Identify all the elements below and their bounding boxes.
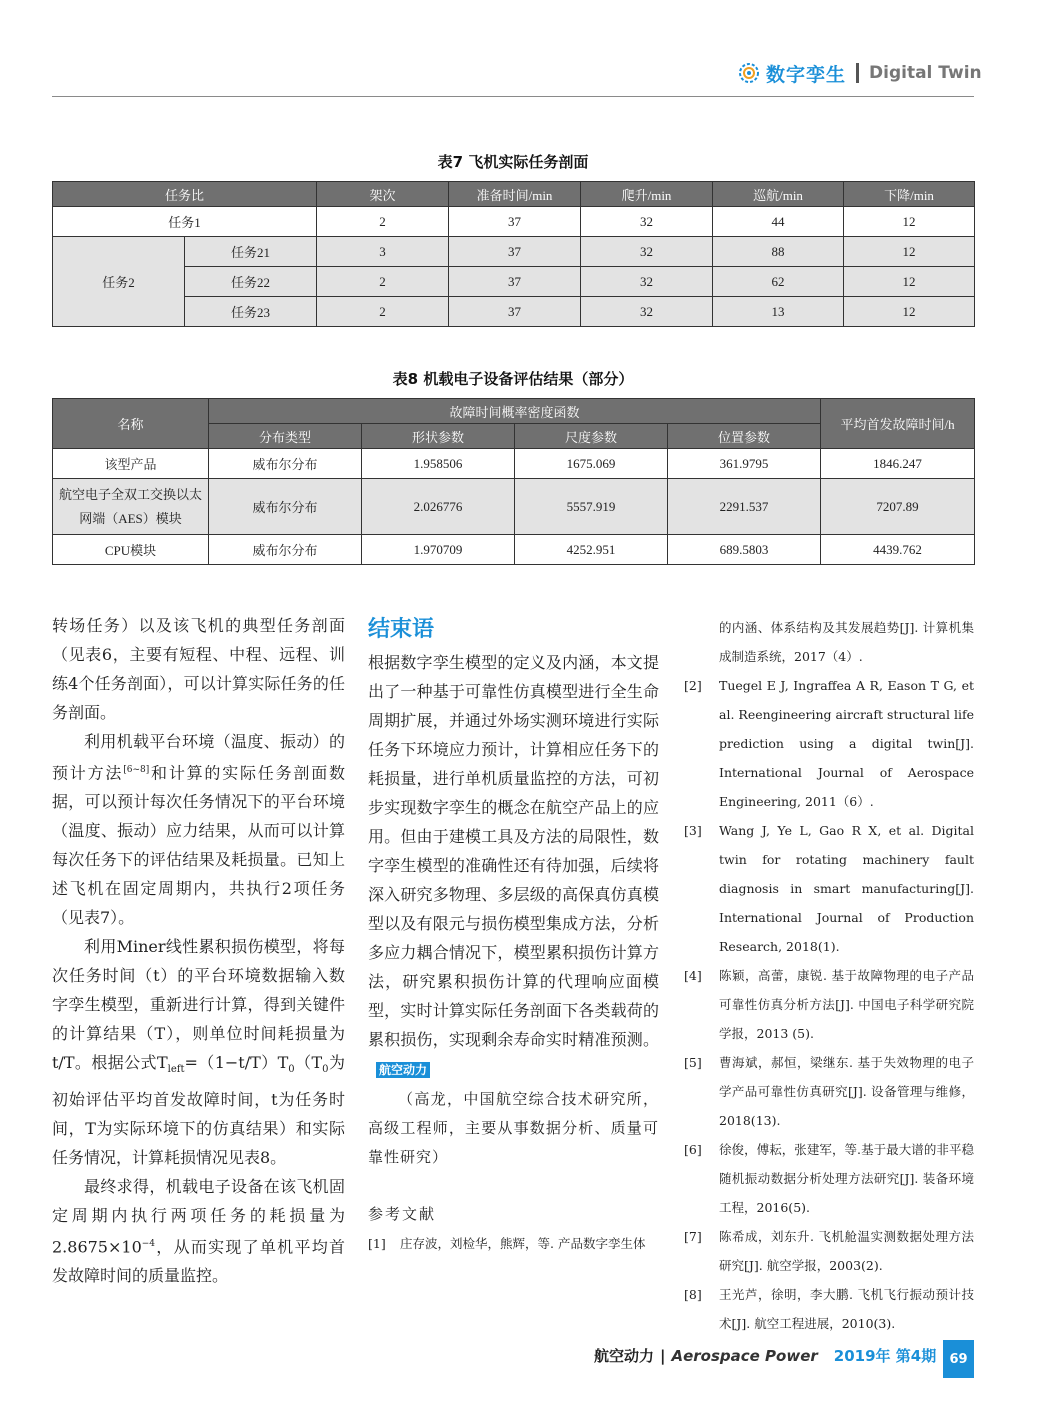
table-cell: 12 [844,297,975,327]
table-row [53,535,975,565]
digital-twin-logo-icon [738,62,760,84]
table8-header: 名称 [53,399,209,449]
table-cell [53,479,209,535]
paragraph: 转场任务）以及该飞机的典型任务剖面（见表6，主要有短程、中程、远程、训练4个任务剖面），可以计算实际任务的任务剖面。 [52,616,345,722]
page-number: 69 [943,1340,974,1378]
header-divider [856,63,859,83]
table-cell: 1675.069 [515,449,668,479]
table8-subheader: 位置参数 [668,424,821,449]
paragraph: 利用Miner线性累积损伤模型，将每次任务时间（t）的平台环境数据输入数字孪生模型，重新进行计算，得到关键件的计算结果（T），则单位时间耗损量为t/T。根据公式$T_{left}=(1-t/T)T_0(T_0$为初始评估平均首发故障时间，t为任务时间，T为实际环境下的仿真结果）和实际任务情况，计算耗损情况见表8。 [52,937,345,1167]
footer-journal-cn: 航空动力 [594,1347,655,1365]
table-cell: 361.9795 [668,449,821,479]
reference-item: [3] Wang J, Ye L, Gao R X, et al. Digital twin for rotating machinery fault diagnosis in smart manufacturing[J]. International Journal of Production Research, 2018(1). [684,823,974,954]
table-row [53,479,975,535]
table-cell: 1.958506 [362,449,515,479]
body-column-2 [368,614,659,1258]
table-cell: 1.970709 [362,535,515,565]
table8-header-row [53,399,975,424]
table-cell: 12 [844,267,975,297]
table-cell: 该型产品 [53,449,209,479]
table-cell: 任务23 [185,297,317,327]
table-cell: 任务1 [53,207,317,237]
table-cell: 689.5803 [668,535,821,565]
table7-header: 准备时间/min [449,182,581,207]
table7 [52,181,975,327]
table-cell: 88 [713,237,844,267]
table8-subheader: 分布类型 [209,424,362,449]
reference-item: [7] 陈希成，刘东升. 飞机舱温实测数据处理方法研究[J]. 航空学报，2003(2). [684,1229,974,1273]
table-cell: 37 [449,297,581,327]
table-cell: CPU模块 [53,535,209,565]
table-row [53,237,975,267]
table8-subheader: 尺度参数 [515,424,668,449]
table7-header: 下降/min [844,182,975,207]
paragraph: 利用机载平台环境（温度、振动）的预计方法[6~8]和计算的实际任务剖面数据，可以预计每次任务情况下的平台环境（温度、振动）应力结果，从而可以计算每次任务下的评估结果及耗损量。已知上述飞机在固定周期内，共执行2项任务（见表7）。 [52,732,345,928]
table-cell-line: 航空电子全双工交换以太 [58,486,202,502]
table-cell: 32 [581,267,713,297]
table7-header: 巡航/min [713,182,844,207]
table-cell: 2291.537 [668,479,821,535]
table-cell: 12 [844,237,975,267]
table7-caption: 表7 飞机实际任务剖面 [437,153,589,171]
table-cell: 4252.951 [515,535,668,565]
reference-item: [5] 曹海斌，郝恒，梁继东. 基于失效物理的电子学产品可靠性仿真研究[J]. 设备管理与维修，2018(13). [684,1055,974,1128]
table-cell: 37 [449,207,581,237]
table-cell: 2 [317,297,449,327]
table-cell: 37 [449,267,581,297]
author-note: （高龙，中国航空综合技术研究所，高级工程师，主要从事数据分析、质量可靠性研究） [368,1090,659,1166]
paragraph: 根据数字孪生模型的定义及内涵，本文提出了一种基于可靠性仿真模型进行全生命周期扩展，并通过外场实测环境进行实际任务下环境应力预计，计算相应任务下的耗损量，进行单机质量监控的方法，可初步实现数字孪生的概念在航空产品上的应用。但由于建模工具及方法的局限性，数字孪生模型的准确性还有待加强，后续将深入研究多物理、多层级的高保真仿真模型以及有限元与损伤模型集成方法，分析多应力耦合情况下，模型累积损伤计算方法，研究累积损伤计算的代理响应面模型，实时计算实际任务剖面下各类载荷的累积损伤，实现剩余寿命实时精准预测。航空动力 [368,653,659,1077]
table-cell: 威布尔分布 [209,479,362,535]
reference-item: [1] 庄存波，刘检华，熊辉，等. 产品数字孪生体 [368,1236,646,1251]
table7-header: 爬升/min [581,182,713,207]
table-cell-line: 网端（AES）模块 [79,510,182,526]
table7-header: 架次 [317,182,449,207]
table-cell: 13 [713,297,844,327]
table-cell: 7207.89 [821,479,975,535]
header-title-en: Digital Twin [869,63,982,83]
table-cell: 威布尔分布 [209,449,362,479]
table-cell: 44 [713,207,844,237]
table8-caption: 表8 机载电子设备评估结果（部分） [392,370,634,388]
running-header [738,60,982,86]
table-cell: 2 [317,207,449,237]
table8-subheader: 形状参数 [362,424,515,449]
table-cell: 32 [581,297,713,327]
table-cell: 32 [581,207,713,237]
reference-item: [4] 陈颖，高蕾，康锐. 基于故障物理的电子产品可靠性仿真分析方法[J]. 中国电子科学研究院学报，2013 (5). [684,968,974,1041]
table-cell: 任务21 [185,237,317,267]
table-row [53,207,975,237]
table-cell: 37 [449,237,581,267]
header-title-cn: 数字孪生 [766,63,847,86]
table-row [53,267,975,297]
table8 [52,398,975,565]
table-cell: 威布尔分布 [209,535,362,565]
table-row [53,297,975,327]
table-group-cell: 任务2 [53,237,185,327]
footer-journal-en: Aerospace Power [671,1346,818,1365]
reference-item: [8] 王光芦，徐明，李大鹏. 飞机飞行振动预计技术[J]. 航空工程进展，2010(3). [684,1287,974,1331]
table8-header: 平均首发故障时间/h [821,399,975,449]
section-heading: 结束语 [368,617,435,642]
footer-issue: 2019年 第4期 [833,1347,937,1365]
body-column-3 [684,613,974,1338]
reference-item: [2] Tuegel E J, Ingraffea A R, Eason T G, et al. Reengineering aircraft structural life prediction using a digital twin[J]. International Journal of Aerospace Engineering, 2011（6）. [684,678,974,809]
reference-item: [6] 徐俊，傅耘，张建军，等.基于最大谱的非平稳随机振动数据分析处理方法研究[J]. 装备环境工程，2016(5). [684,1142,974,1215]
table-cell: 2 [317,267,449,297]
table-row [53,449,975,479]
table7-header-row [53,182,975,207]
table-cell: 5557.919 [515,479,668,535]
table7-header: 任务比 [53,182,317,207]
reference-item: 的内涵、体系结构及其发展趋势[J]. 计算机集成制造系统，2017（4）. [719,620,974,664]
table-cell: 32 [581,237,713,267]
table-cell: 62 [713,267,844,297]
table-cell: 任务22 [185,267,317,297]
table-cell: 12 [844,207,975,237]
references-heading: 参考文献 [368,1205,437,1223]
table-cell: 4439.762 [821,535,975,565]
table8-header-group: 故障时间概率密度函数 [209,399,821,424]
table-cell: 2.026776 [362,479,515,535]
table-cell: 3 [317,237,449,267]
end-mark-badge: 航空动力 [376,1062,430,1078]
running-footer: 航空动力 | Aerospace Power 2019年 第4期 [594,1346,937,1365]
body-column-1 [52,611,345,1290]
header-rule [52,96,974,97]
table-cell: 1846.247 [821,449,975,479]
paragraph: 最终求得，机载电子设备在该飞机固定周期内执行两项任务的耗损量为$2.8675\times 10^{-4}$，从而实现了单机平均首发故障时间的质量监控。 [52,1176,345,1285]
